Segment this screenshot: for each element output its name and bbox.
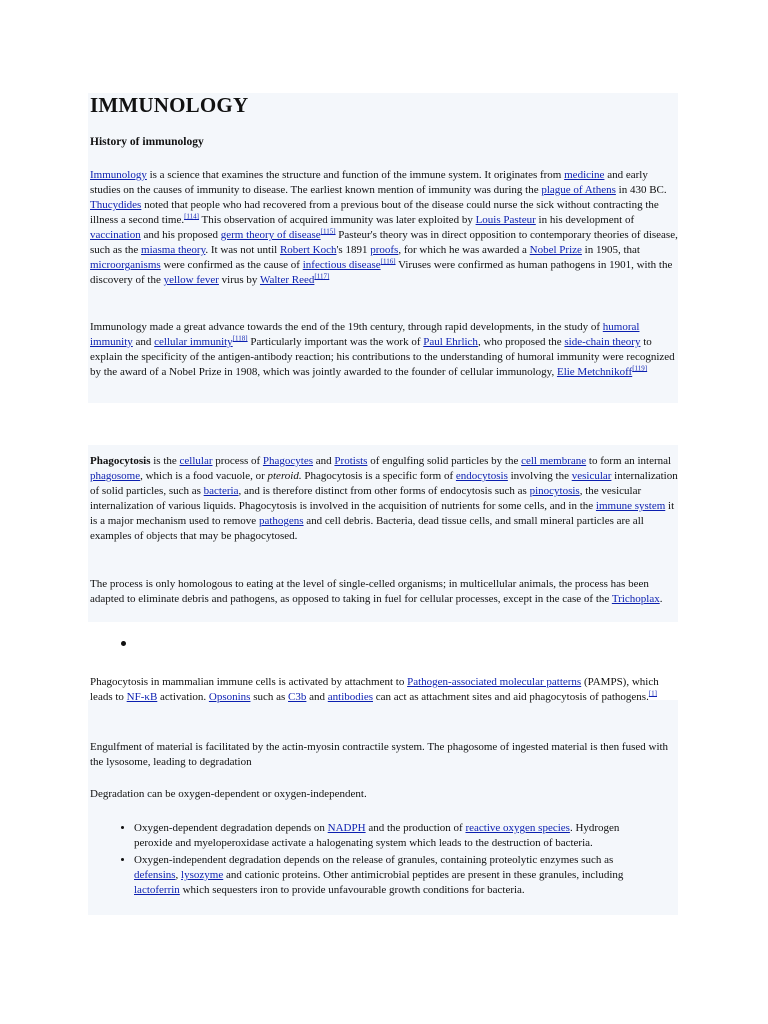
- link-vesicular[interactable]: vesicular: [571, 470, 612, 482]
- link-antibodies[interactable]: antibodies: [327, 691, 373, 703]
- section-heading: History of immunology: [90, 136, 204, 148]
- link-nadph[interactable]: NADPH: [327, 822, 366, 834]
- link-cell-membrane[interactable]: cell membrane: [521, 455, 587, 467]
- link-opsonins[interactable]: Opsonins: [208, 691, 251, 703]
- citation-118[interactable]: [118]: [232, 334, 248, 343]
- list-item-oxygen-independent: • Oxygen-independent degradation depends on the release of granules, containing proteolytic enzymes such as defensins, lysozyme and cationic proteins. Other antimicrobial peptides are present in these granules, including lactoferrin which sequesters iron to provide unfavourable growth conditions for bacteria.: [134, 853, 680, 898]
- link-cellular[interactable]: cellular: [179, 455, 213, 467]
- link-robert-koch[interactable]: Robert Koch: [279, 244, 337, 256]
- link-nobel-prize[interactable]: Nobel Prize: [529, 244, 582, 256]
- link-pamps[interactable]: Pathogen-associated molecular patterns: [407, 676, 582, 688]
- link-infectious-disease[interactable]: infectious disease: [302, 259, 381, 271]
- link-immune-system[interactable]: immune system: [595, 500, 666, 512]
- link-nf-kb[interactable]: NF-κB: [126, 691, 158, 703]
- history-paragraph-2: Immunology made a great advance towards the end of the 19th century, through rapid developments, in the study of humoral immunity and cellular immunity[118] Particularly important was the work of Paul Ehrlich, who proposed the side-chain theory to explain the specificity of the antigen-antibody reaction; his contributions to the understanding of humoral immunity were recognized by the award of a Nobel Prize in 1908, which was jointly awarded to the founder of cellular immunology, Elie Metchnikoff[119]: [90, 321, 675, 378]
- link-phagosome[interactable]: phagosome: [90, 470, 141, 482]
- citation-1[interactable]: [1]: [648, 689, 658, 698]
- link-pinocytosis[interactable]: pinocytosis: [529, 485, 580, 497]
- link-elie-metchnikoff[interactable]: Elie Metchnikoff: [556, 366, 633, 378]
- degradation-paragraph: Degradation can be oxygen-dependent or oxygen-independent.: [90, 788, 367, 800]
- link-trichoplax[interactable]: Trichoplax: [611, 593, 660, 605]
- link-bacteria[interactable]: bacteria: [203, 485, 239, 497]
- citation-114[interactable]: [114]: [184, 212, 199, 221]
- link-miasma-theory[interactable]: miasma theory: [141, 244, 206, 256]
- link-immunology[interactable]: Immunology: [90, 169, 147, 181]
- activation-paragraph: Phagocytosis in mammalian immune cells is activated by attachment to Pathogen-associated molecular patterns (PAMPS), which leads to NF-κB activation. Opsonins such as C3b and antibodies can act as attachment sites and aid phagocytosis of pathogens.[1]: [90, 676, 659, 703]
- link-yellow-fever[interactable]: yellow fever: [163, 274, 219, 286]
- link-vaccination[interactable]: vaccination: [90, 229, 141, 241]
- phagocytosis-paragraph-2: The process is only homologous to eating at the level of single-celled organisms; in multicellular animals, the process has been adapted to eliminate debris and pathogens, as opposed to taking in fuel for cellular processes, except in the case of the Trichoplax.: [90, 578, 663, 605]
- link-protists[interactable]: Protists: [334, 455, 368, 467]
- link-reactive-oxygen-species[interactable]: reactive oxygen species: [465, 822, 570, 834]
- link-pathogens[interactable]: pathogens: [258, 515, 304, 527]
- citation-119[interactable]: [119]: [632, 364, 648, 373]
- link-walter-reed[interactable]: Walter Reed: [259, 274, 315, 286]
- link-medicine[interactable]: medicine: [564, 169, 605, 181]
- link-thucydides[interactable]: Thucydides: [90, 199, 142, 211]
- link-proofs[interactable]: proofs: [370, 244, 399, 256]
- link-microorganisms[interactable]: microorganisms: [90, 259, 161, 271]
- link-phagocytes[interactable]: Phagocytes: [262, 455, 314, 467]
- link-defensins[interactable]: defensins: [134, 869, 176, 881]
- link-cellular-immunity[interactable]: cellular immunity: [154, 336, 233, 348]
- link-paul-ehrlich[interactable]: Paul Ehrlich: [423, 336, 478, 348]
- citation-116[interactable]: [116]: [380, 257, 396, 266]
- link-humoral-immunity[interactable]: humoral immunity: [90, 321, 640, 348]
- link-endocytosis[interactable]: endocytosis: [455, 470, 508, 482]
- link-lactoferrin[interactable]: lactoferrin: [134, 884, 180, 896]
- link-side-chain-theory[interactable]: side-chain theory: [564, 336, 641, 348]
- empty-bullet: [121, 641, 126, 646]
- history-paragraph-1: Immunology is a science that examines the structure and function of the immune system. It originates from medicine and early studies on the causes of immunity to disease. The earliest known mention of immunity was during the plague of Athens in 430 BC. Thucydides noted that people who had recovered from a previous bout of the disease could nurse the sick without contracting the illness a second time.[114] This observation of acquired immunity was later exploited by Louis Pasteur in his development of vaccination and his proposed germ theory of disease[115] Pasteur's theory was in direct opposition to contemporary theories of disease, such as the miasma theory. It was not until Robert Koch's 1891 proofs, for which he was awarded a Nobel Prize in 1905, that microorganisms were confirmed as the cause of infectious disease[116] Viruses were confirmed as human pathogens in 1901, with the discovery of the yellow fever virus by Walter Reed[117]: [90, 169, 678, 286]
- degradation-list: [90, 821, 680, 900]
- engulfment-paragraph: Engulfment of material is facilitated by the actin-myosin contractile system. The phagosome of ingested material is then fused with the lysosome, leading to degradation: [90, 741, 669, 768]
- list-item-oxygen-dependent: • Oxygen-dependent degradation depends on NADPH and the production of reactive oxygen species. Hydrogen peroxide and myeloperoxidase activate a halogenating system which leads to the destruction of bacteria.: [134, 821, 680, 851]
- page-title: IMMUNOLOGY: [90, 93, 249, 117]
- link-lysozyme[interactable]: lysozyme: [181, 869, 224, 881]
- phagocytosis-paragraph-1: Phagocytosis is the cellular process of Phagocytes and Protists of engulfing solid particles by the cell membrane to form an internal phagosome, which is a food vacuole, or pteroid. Phagocytosis is a specific form of endocytosis involving the vesicular internalization of solid particles, such as bacteria, and is therefore distinct from other forms of endocytosis such as pinocytosis, the vesicular internalization of various liquids. Phagocytosis is involved in the acquisition of nutrients for some cells, and in the immune system it is a major mechanism used to remove pathogens and cell debris. Bacteria, dead tissue cells, and small mineral particles are all examples of objects that may be phagocytosed.: [90, 455, 678, 542]
- link-germ-theory[interactable]: germ theory of disease: [220, 229, 321, 241]
- link-c3b[interactable]: C3b: [288, 691, 307, 703]
- citation-115[interactable]: [115]: [320, 227, 336, 236]
- citation-117[interactable]: [117]: [314, 272, 330, 281]
- link-louis-pasteur[interactable]: Louis Pasteur: [475, 214, 536, 226]
- link-plague-of-athens[interactable]: plague of Athens: [541, 184, 616, 196]
